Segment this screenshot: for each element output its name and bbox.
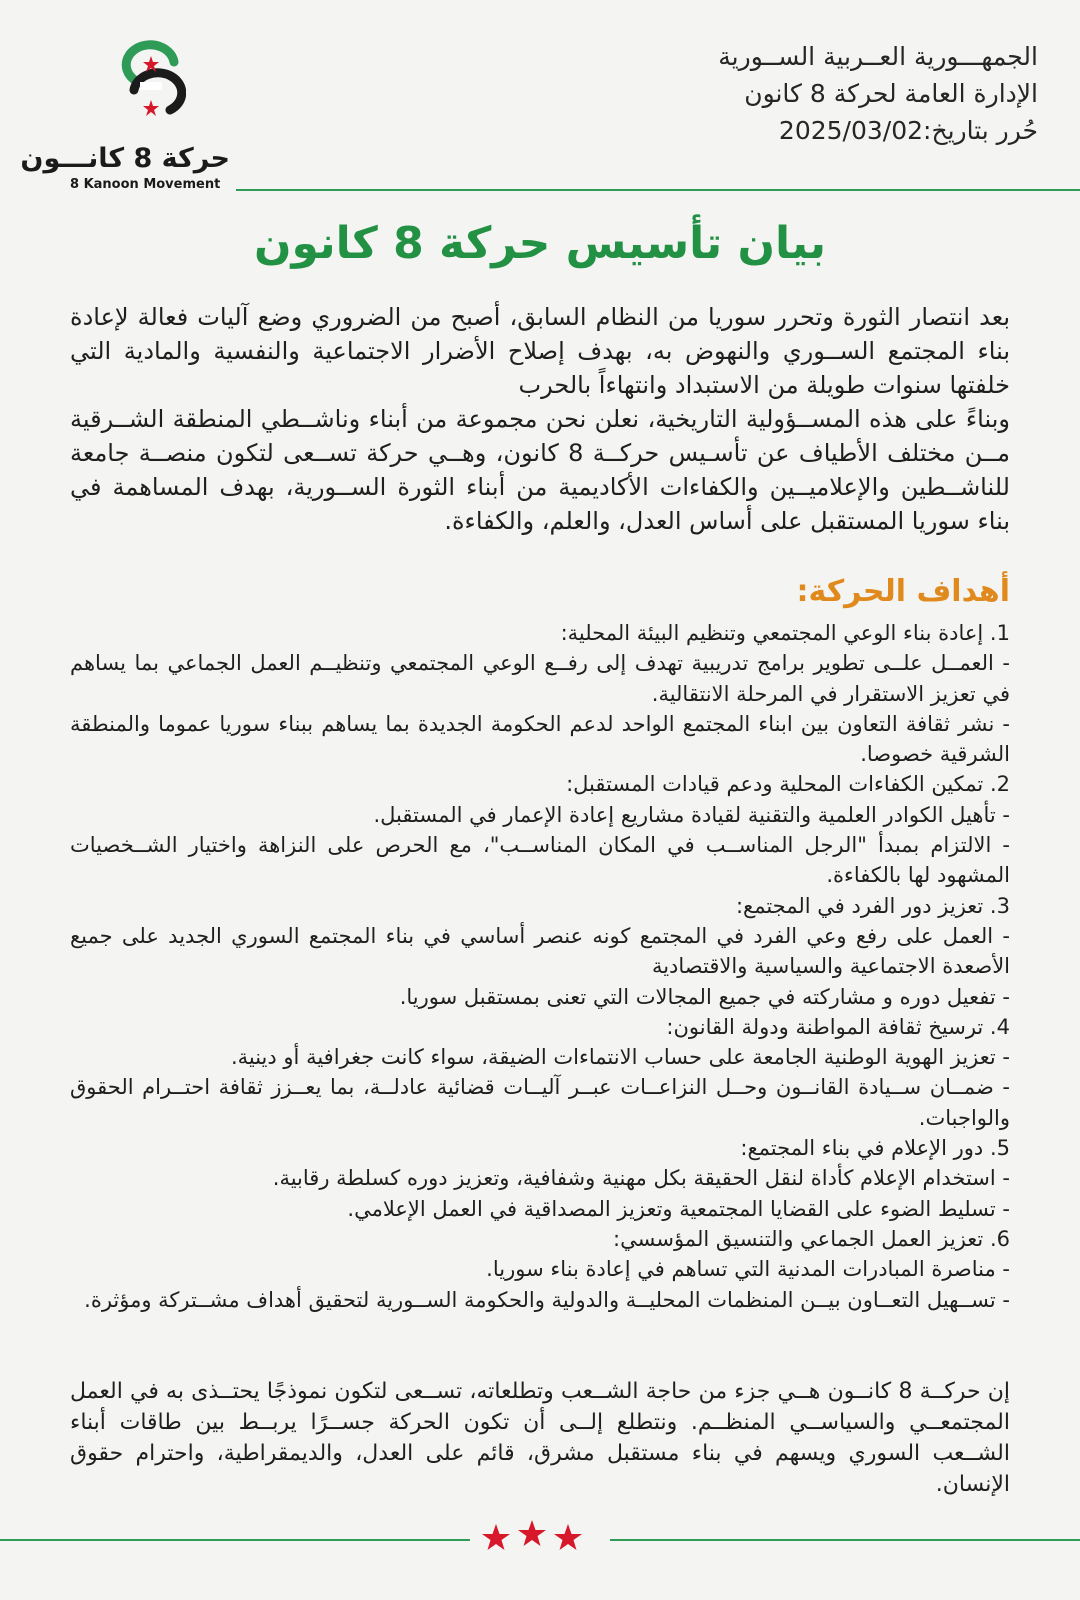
goal-title: 1. إعادة بناء الوعي المجتمعي وتنظيم البيئة المحلية: <box>560 621 1010 645</box>
goal-item: - تأهيل الكوادر العلمية والتقنية لقيادة مشاريع إعادة الإعمار في المستقبل. <box>373 802 1010 827</box>
goal-item: - استخدام الإعلام كأداة لنقل الحقيقة بكل مهنية وشفافية، وتعزيز دوره كسلطة رقابية. <box>272 1166 1010 1191</box>
logo-name-english: 8 Kanoon Movement <box>70 177 221 192</box>
footer-divider-left <box>0 1539 470 1541</box>
goal-title: 4. ترسيخ ثقافة المواطنة ودولة القانون: <box>666 1014 1010 1039</box>
intro-section <box>70 300 1010 538</box>
goal-item: - نشر ثقافة التعاون بين ابناء المجتمع الواحد لدعم الحكومة الجديدة بما يساهم ببناء سوريا عموما والمنطقة الشرقية خصوصا. <box>70 711 1010 767</box>
logo-name-arabic: حركة 8 كانـــون <box>20 143 230 174</box>
footer-stars-icon <box>480 1518 600 1558</box>
goal-item: - تعزيز الهوية الوطنية الجامعة على حساب الانتماءات الضيقة، سواء كانت جغرافية أو دينية. <box>230 1045 1010 1070</box>
intro-paragraph: وبناءً على هذه المســؤولية التاريخية، نعلن نحن مجموعة من أبناء وناشــطي المنطقة الشــرقية مــن مختلف الأطياف عن تأسـيس حركــة 8 كانون، وهــي حركة تســعى لتكون منصــة جامعة للناشــطين والإعلاميــين والكفاءات الأكاديمية من أبناء الثورة الســورية، بهدف المساهمة في بناء سوريا المستقبل على أساس العدل، والعلم، والكفاءة. <box>70 405 1010 535</box>
goal-item: - تسليط الضوء على القضايا المجتمعية وتعزيز المصداقية في العمل الإعلامي. <box>347 1196 1010 1221</box>
goal-item: - الالتزام بمبدأ "الرجل المناســب في المكان المناســب"، مع الحرص على النزاهة واختيار الشــخصيات المشهود لها بالكفاءة. <box>70 833 1010 888</box>
goals-list <box>70 618 1010 1315</box>
goal-title: 6. تعزيز العمل الجماعي والتنسيق المؤسسي: <box>613 1226 1010 1251</box>
goal-item: - العمــل علــى تطوير برامج تدريبية تهدف إلى رفــع الوعي المجتمعي وتنظيــم العمل الجماعي بما يساهم في تعزيز الاستقرار في المرحلة الانتقالية. <box>70 651 1010 706</box>
issue-date: حُرر بتاريخ:2025/03/02 <box>778 116 1038 145</box>
government-header <box>618 38 1038 149</box>
goal-title: 3. تعزيز دور الفرد في المجتمع: <box>735 893 1010 918</box>
goal-item: - ضمــان ســيادة القانــون وحــل النزاعــات عبــر آليــات قضائية عادلــة، بما يعــزز ثقافة احتــرام الحقوق والواجبات. <box>70 1075 1010 1130</box>
country-name: الجمهـــورية العــربية الســورية <box>718 42 1038 71</box>
goal-item: - مناصرة المبادرات المدنية التي تساهم في إعادة بناء سوريا. <box>486 1257 1010 1282</box>
header-divider <box>236 189 1080 191</box>
goal-item: - العمل على رفع وعي الفرد في المجتمع كونه عنصر أساسي في بناء المجتمع السوري الجديد على جميع الأصعدة الاجتماعية والسياسية والاقتصادية <box>70 923 1010 979</box>
logo-emblem-icon <box>116 40 186 140</box>
goal-item: - تفعيل دوره و مشاركته في جميع المجالات التي تعنى بمستقبل سوريا. <box>399 984 1010 1009</box>
goals-heading: أهداف الحركة: <box>796 574 1010 609</box>
goal-title: 2. تمكين الكفاءات المحلية ودعم قيادات المستقبل: <box>566 772 1010 797</box>
movement-logo <box>20 40 230 200</box>
footer-divider-right <box>610 1539 1080 1541</box>
goal-title: 5. دور الإعلام في بناء المجتمع: <box>740 1136 1010 1161</box>
closing-paragraph: إن حركــة 8 كانــون هــي جزء من حاجة الشــعب وتطلعاته، تســعى لتكون نموذجًا يحتــذى به في العمل المجتمعــي والسياســي المنظــم. ونتطلع إلــى أن تكون الحركة جســرًا يربــط بين طاقات أبناء الشــعب السوري ويسهم في بناء مستقبل مشرق، قائم على العدل، والديمقراطية، واحترام حقوق الإنسان. <box>70 1379 1010 1497</box>
goal-item: - تســهيل التعــاون بيــن المنظمات المحليــة والدولية والحكومة الســورية لتحقيق أهداف مشــتركة ومؤثرة. <box>84 1287 1010 1312</box>
page-title: بيان تأسيس حركة 8 كانون <box>253 218 827 269</box>
administration-name: الإدارة العامة لحركة 8 كانون <box>744 79 1038 108</box>
intro-paragraph: بعد انتصار الثورة وتحرر سوريا من النظام السابق، أصبح من الضروري وضع آليات فعالة لإعادة بناء المجتمع الســوري والنهوض به، بهدف إصلاح الأضرار الاجتماعية والنفسية والمادية التي خلفتها سنوات طويلة من الاستبداد وانتهاءاً بالحرب <box>70 303 1010 399</box>
closing-section <box>70 1376 1010 1500</box>
